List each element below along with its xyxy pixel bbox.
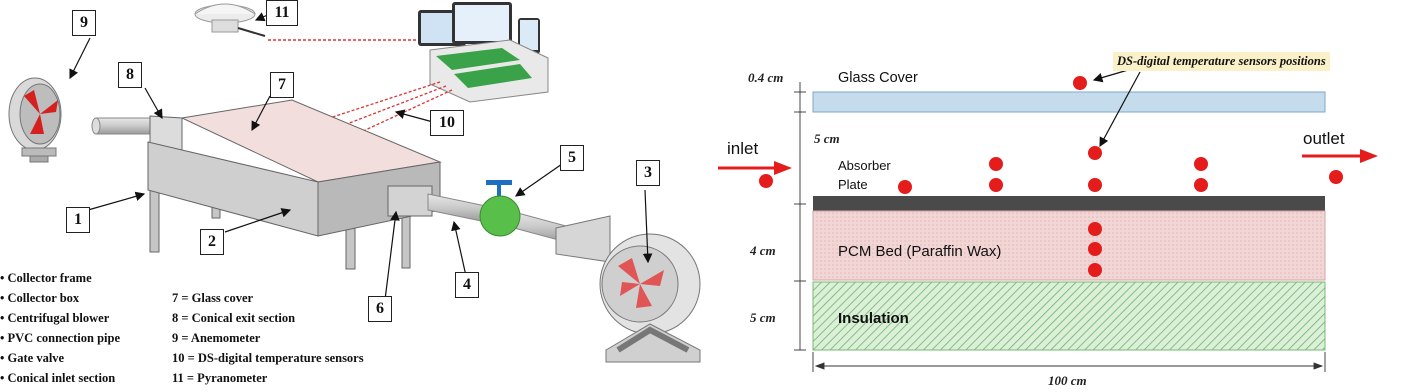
legend-item: 11 = Pyranometer [172, 371, 268, 385]
pcm-bed-label: PCM Bed (Paraffin Wax) [838, 243, 1002, 260]
dim-pcm: 4 cm [750, 243, 776, 258]
legend-col-2 [172, 288, 364, 388]
sensor-dot [989, 178, 1003, 192]
data-logger [418, 2, 548, 102]
dim-glass: 0.4 cm [748, 70, 784, 85]
legend-col-1 [0, 268, 120, 388]
legend-item: • Conical inlet section [0, 371, 116, 385]
label-box-11: 11 [266, 0, 298, 26]
label-box-9: 9 [72, 10, 96, 36]
sensor-positions-callout: DS-digital temperature sensors positions [1113, 52, 1330, 71]
label-box-3: 3 [636, 160, 660, 186]
outlet-arrow [1302, 149, 1378, 163]
gate-valve [480, 180, 520, 236]
legend-item: 9 = Anemometer [172, 331, 261, 345]
sensor-dot [1088, 146, 1102, 160]
sensor-dot [898, 180, 912, 194]
legend-item: • PVC connection pipe [0, 331, 121, 345]
sensor-dot [759, 174, 773, 188]
pyranometer [195, 4, 418, 40]
sensor-dot [1194, 157, 1208, 171]
label-box-4: 4 [455, 272, 479, 298]
label-box-1: 1 [66, 207, 90, 233]
legend-item: 8 = Conical exit section [172, 311, 296, 325]
label-box-10: 10 [430, 110, 464, 136]
sensor-dot [1088, 263, 1102, 277]
sensor-dot [1329, 170, 1343, 184]
dim-length: 100 cm [1048, 373, 1087, 388]
label-box-2: 2 [200, 229, 224, 255]
sensor-dot [1088, 242, 1102, 256]
inlet-arrow [718, 161, 792, 175]
dim-air-gap: 5 cm [814, 131, 840, 146]
legend-item: • Gate valve [0, 351, 65, 365]
legend-item: • Collector frame [0, 271, 92, 285]
absorber-label: Absorber [838, 158, 891, 173]
legend-item: 10 = DS-digital temperature sensors [172, 351, 364, 365]
sensor-dot [1194, 178, 1208, 192]
insulation-label: Insulation [838, 310, 909, 327]
label-box-5: 5 [560, 145, 584, 171]
sensor-dot [989, 157, 1003, 171]
sensor-dot [1088, 178, 1102, 192]
glass-cover-layer [813, 92, 1325, 112]
legend-item: • Collector box [0, 291, 80, 305]
legend-item: 7 = Glass cover [172, 291, 254, 305]
dim-insulation: 5 cm [750, 310, 776, 325]
sensor-dot [1073, 76, 1087, 90]
label-box-8: 8 [118, 62, 142, 88]
cross-section [718, 70, 1378, 372]
outlet-label: outlet [1303, 129, 1345, 148]
sensor-dot [1088, 222, 1102, 236]
centrifugal-blower [556, 216, 700, 362]
legend-item: • Centrifugal blower [0, 311, 110, 325]
label-box-7: 7 [270, 72, 294, 98]
glass-cover-label: Glass Cover [838, 70, 918, 86]
label-box-6: 6 [368, 296, 392, 322]
inlet-label: inlet [727, 139, 759, 158]
anemometer [9, 78, 61, 162]
plate-label: Plate [838, 177, 868, 192]
absorber-plate-layer [813, 196, 1325, 211]
